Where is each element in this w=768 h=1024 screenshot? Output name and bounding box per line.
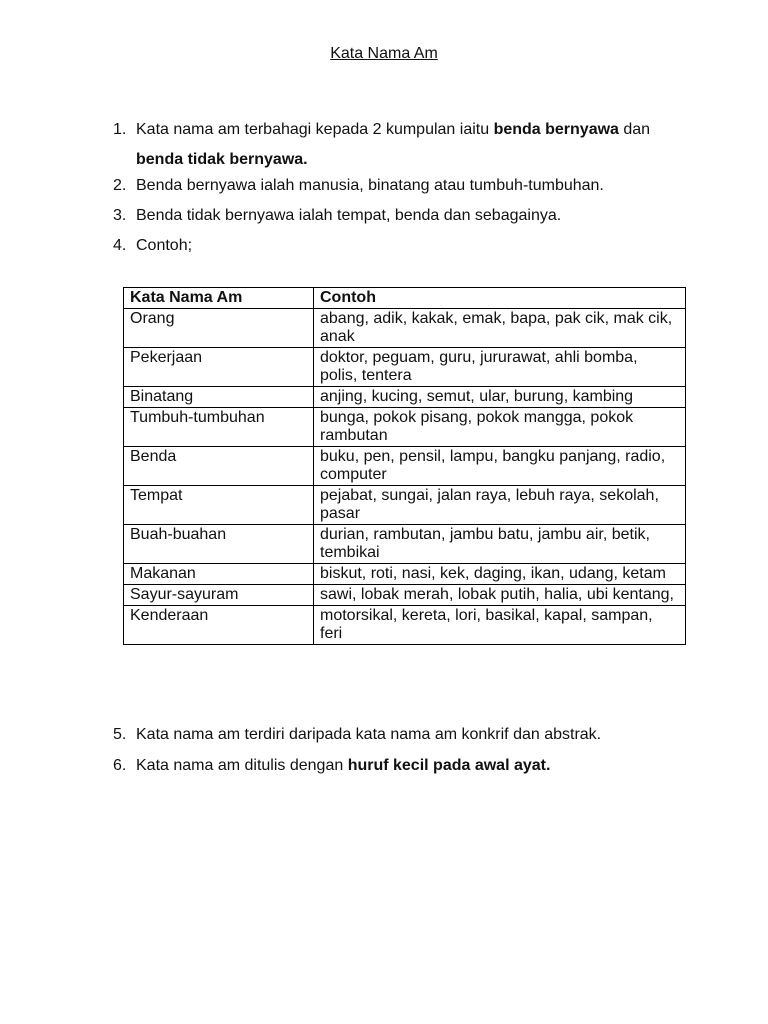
table-row	[124, 408, 686, 447]
text-segment: dan	[618, 121, 651, 138]
table-row	[124, 387, 686, 408]
examples-cell: buku, pen, pensil, lampu, bangku panjang, radio, computer	[314, 447, 686, 486]
category-cell: Orang	[124, 309, 314, 348]
list-number: 5.	[113, 726, 127, 743]
list-number: 6.	[113, 757, 127, 774]
examples-cell: pejabat, sungai, jalan raya, lebuh raya, sekolah, pasar	[314, 486, 686, 525]
table-row	[124, 309, 686, 348]
text-segment: Kata nama am ditulis dengan	[136, 757, 348, 774]
examples-cell: abang, adik, kakak, emak, bapa, pak cik, mak cik, anak	[314, 309, 686, 348]
category-cell: Kenderaan	[124, 606, 314, 645]
list-text: Benda bernyawa ialah manusia, binatang atau tumbuh-tumbuhan.	[136, 177, 604, 194]
list-number: 3.	[113, 207, 127, 224]
bold-text-segment: huruf kecil pada awal ayat.	[347, 757, 551, 774]
examples-cell: biskut, roti, nasi, kek, daging, ikan, udang, ketam	[314, 564, 686, 585]
list-number: 2.	[113, 177, 127, 194]
category-cell: Tumbuh-tumbuhan	[124, 408, 314, 447]
table-row	[124, 525, 686, 564]
examples-table	[123, 287, 686, 645]
bold-text-segment: benda bernyawa	[493, 121, 619, 138]
column-header-category: Kata Nama Am	[124, 288, 314, 309]
list-item-3	[113, 206, 693, 226]
table-row	[124, 606, 686, 645]
examples-cell: doktor, peguam, guru, jururawat, ahli bomba, polis, tentera	[314, 348, 686, 387]
list-text	[136, 115, 693, 175]
table-row	[124, 447, 686, 486]
category-cell: Binatang	[124, 387, 314, 408]
examples-cell: durian, rambutan, jambu batu, jambu air, betik, tembikai	[314, 525, 686, 564]
category-cell: Sayur-sayuram	[124, 585, 314, 606]
category-cell: Tempat	[124, 486, 314, 525]
table-header-row	[124, 288, 686, 309]
list-item-4	[113, 236, 693, 256]
category-cell: Buah-buahan	[124, 525, 314, 564]
list-item-2	[113, 176, 693, 196]
list-text	[136, 756, 693, 776]
category-cell: Makanan	[124, 564, 314, 585]
list-item-1	[113, 115, 693, 175]
page-title: Kata Nama Am	[330, 45, 438, 62]
text-segment: Kata nama am terbahagi kepada 2 kumpulan iaitu	[136, 121, 494, 138]
list-item-6	[113, 756, 693, 776]
list-item-5	[113, 725, 693, 745]
table-row	[124, 585, 686, 606]
table-row	[124, 564, 686, 585]
list-text: Contoh;	[136, 237, 193, 254]
list-text: Kata nama am terdiri daripada kata nama am konkrif dan abstrak.	[136, 726, 602, 743]
list-number: 1.	[113, 121, 127, 138]
examples-cell: anjing, kucing, semut, ular, burung, kambing	[314, 387, 686, 408]
table-row	[124, 486, 686, 525]
examples-cell: sawi, lobak merah, lobak putih, halia, ubi kentang,	[314, 585, 686, 606]
column-header-examples: Contoh	[314, 288, 686, 309]
list-number: 4.	[113, 237, 127, 254]
bold-text-segment: benda tidak bernyawa.	[136, 151, 308, 168]
examples-cell: motorsikal, kereta, lori, basikal, kapal, sampan, feri	[314, 606, 686, 645]
list-text: Benda tidak bernyawa ialah tempat, benda dan sebagainya.	[136, 207, 562, 224]
category-cell: Benda	[124, 447, 314, 486]
category-cell: Pekerjaan	[124, 348, 314, 387]
examples-cell: bunga, pokok pisang, pokok mangga, pokok rambutan	[314, 408, 686, 447]
table-row	[124, 348, 686, 387]
